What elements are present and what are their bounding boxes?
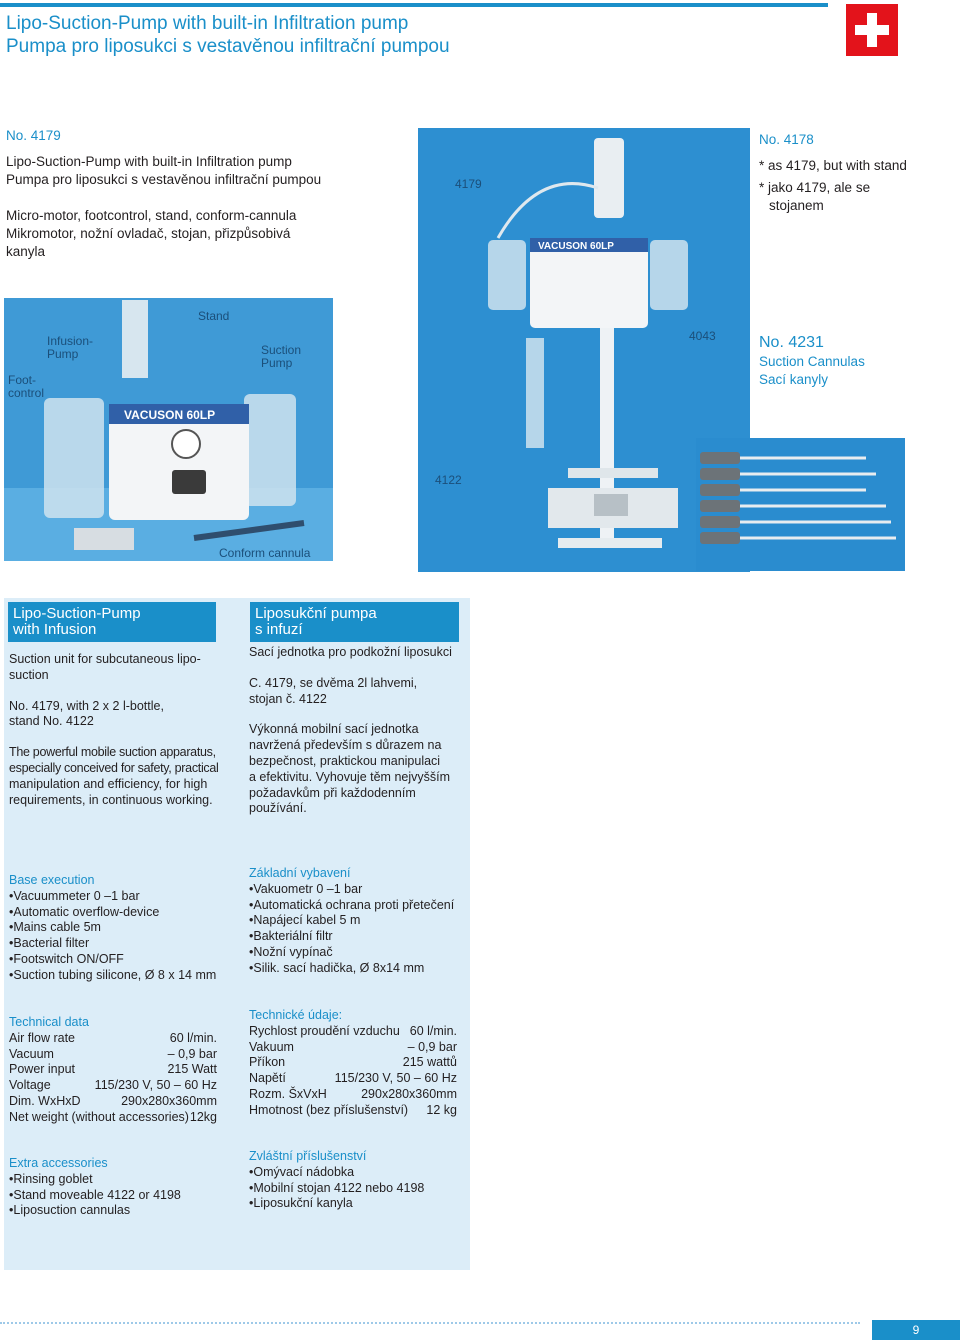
label-foot-1: Foot-: [8, 373, 37, 387]
info-cz-p3: Výkonná mobilní sací jednotka: [249, 722, 419, 737]
list-item: • Rinsing goblet: [9, 1172, 239, 1188]
tech-label: Napětí: [249, 1071, 286, 1086]
tech-value: – 0,9 bar: [167, 1046, 217, 1061]
tech-label: Příkon: [249, 1055, 286, 1070]
product-4178-line-en: * as 4179, but with stand: [759, 158, 907, 173]
table-row: [249, 1103, 457, 1119]
table-row: [9, 1110, 217, 1126]
product-4231-number: No. 4231: [759, 334, 824, 351]
label-4179: 4179: [455, 177, 482, 191]
info-box-cz-line-2: s infuzí: [255, 621, 303, 638]
tech-value: 12 kg: [426, 1102, 457, 1117]
tech-value: 60 l/min.: [169, 1030, 217, 1045]
base-en-heading: Base execution: [9, 873, 95, 887]
tech-en-heading: Technical data: [9, 1015, 89, 1029]
info-box-en-line-1: Lipo-Suction-Pump: [13, 605, 141, 622]
info-cz-p2: C. 4179, se dvěma 2l lahvemi,: [249, 675, 418, 690]
list-item: • Nožní vypínač: [249, 945, 469, 961]
header-rule: [0, 3, 828, 7]
list-item: • Mobilní stojan 4122 nebo 4198: [249, 1181, 469, 1197]
info-cz-p1: Sací jednotka pro podkožní liposukci: [249, 645, 452, 659]
tech-value: 290x280x360mm: [361, 1086, 457, 1101]
table-row: [9, 1062, 217, 1078]
info-en-p1-2: suction: [9, 667, 49, 682]
label-suction-pump: [261, 344, 301, 370]
table-row: [249, 1071, 457, 1087]
tech-label: Power input: [9, 1062, 76, 1077]
base-en-list: [9, 889, 239, 984]
stand-brand-text: VACUSON 60LP: [538, 241, 614, 252]
extra-cz-list: [249, 1165, 469, 1212]
tech-value: 12kg: [189, 1109, 217, 1124]
product-4178-block: [759, 131, 959, 215]
info-en-p2-2: stand No. 4122: [9, 714, 94, 729]
tech-label: Air flow rate: [9, 1030, 75, 1045]
technical-data-en: [9, 1015, 217, 1126]
product-desc-cz-2: kanyla: [6, 244, 46, 259]
label-foot-2: control: [8, 386, 45, 400]
tech-cz-heading: Technické údaje:: [249, 1008, 343, 1022]
cannulas-photo: [696, 438, 905, 571]
pump-brand-text: VACUSON 60LP: [124, 408, 216, 422]
list-item: • Omývací nádobka: [249, 1165, 469, 1181]
list-item: • Vakuometr 0 –1 bar: [249, 882, 469, 898]
product-desc-cz: Mikromotor, nožní ovladač, stojan, přizpůsobivá: [6, 226, 291, 241]
tech-value: – 0,9 bar: [407, 1039, 457, 1054]
info-en-p1: Suction unit for subcutaneous lipo-: [9, 652, 201, 666]
list-item: • Stand moveable 4122 or 4198: [9, 1188, 239, 1204]
tech-label: Rychlost proudění vzduchu: [249, 1023, 400, 1038]
list-item: • Napájecí kabel 5 m: [249, 913, 469, 929]
info-en-text: [9, 652, 234, 808]
info-cz-p3-4: a efektivitu. Vyhovuje těm nejvyšším: [249, 769, 451, 784]
table-row: [9, 1031, 217, 1047]
list-item: • Footswitch ON/OFF: [9, 952, 239, 968]
label-infusion-2: Pump: [47, 347, 79, 361]
base-cz-list: [249, 882, 469, 977]
table-row: [9, 1094, 217, 1110]
product-name-en: Lipo-Suction-Pump with built-in Infiltration pump: [6, 154, 292, 169]
product-number: No. 4179: [6, 128, 61, 143]
extra-accessories-cz: [249, 1149, 469, 1212]
base-execution-en: [9, 873, 239, 984]
tech-value: 215 Watt: [167, 1062, 217, 1077]
label-suction-2: Pump: [261, 356, 293, 370]
tech-label: Voltage: [9, 1078, 51, 1093]
list-item: • Liposuction cannulas: [9, 1203, 239, 1219]
tech-label: Net weight (without accessories): [9, 1109, 189, 1124]
label-suction-1: Suction: [261, 343, 302, 357]
label-conform-cannula: Conform cannula: [219, 546, 311, 560]
footer-dotted-rule: [0, 1322, 860, 1324]
product-4231-name-en: Suction Cannulas: [759, 354, 865, 369]
product-4179-block: [6, 127, 321, 261]
tech-value: 290x280x360mm: [121, 1093, 217, 1108]
tech-label: Vacuum: [9, 1046, 54, 1061]
base-execution-cz: [249, 866, 469, 977]
info-box-cz-line-1: Liposukční pumpa: [255, 605, 377, 622]
product-4178-number: No. 4178: [759, 132, 814, 147]
list-item: • Mains cable 5m: [9, 920, 239, 936]
extra-cz-heading: Zvláštní příslušenství: [249, 1149, 367, 1163]
tech-label: Hmotnost (bez příslušenství): [249, 1102, 409, 1117]
base-cz-heading: Základní vybavení: [249, 866, 351, 880]
list-item: • Bakteriální filtr: [249, 929, 469, 945]
info-cz-p2-2: stojan č. 4122: [249, 691, 327, 706]
swiss-flag-logo: [846, 4, 898, 56]
info-en-p3-3: manipulation and efficiency, for high: [9, 776, 208, 791]
tech-value: 115/230 V, 50 – 60 Hz: [94, 1078, 217, 1093]
info-en-p3: The powerful mobile suction apparatus,: [9, 745, 216, 760]
technical-data-cz: [249, 1008, 457, 1119]
label-infusion-pump: [47, 335, 93, 361]
page-title-en: Lipo-Suction-Pump with built-in Infiltration pump: [6, 13, 409, 34]
label-stand: Stand: [198, 309, 230, 323]
product-desc-en: Micro-motor, footcontrol, stand, conform-cannula: [6, 208, 297, 223]
product-4178-line-cz-2: stojanem: [769, 198, 824, 213]
info-cz-p3-2: navržená především s důrazem na: [249, 738, 442, 753]
info-box-en-line-2: with Infusion: [13, 621, 97, 638]
list-item: • Automatická ochrana proti přetečení: [249, 898, 469, 914]
tech-label: Vakuum: [249, 1039, 294, 1054]
tech-value: 215 wattů: [402, 1055, 457, 1070]
product-4231-block: [759, 333, 959, 389]
info-cz-p3-3: bezpečnost, praktickou manipulaci: [249, 753, 441, 768]
info-cz-p3-5: požadavkům při každodenním: [249, 785, 416, 800]
product-4231-name-cz: Sací kanyly: [759, 372, 829, 387]
extra-en-heading: Extra accessories: [9, 1156, 108, 1170]
table-row: [249, 1040, 457, 1056]
label-4043: 4043: [689, 329, 716, 343]
extra-en-list: [9, 1172, 239, 1219]
tech-label: Rozm. ŠxVxH: [249, 1086, 327, 1101]
page-number: 9: [872, 1320, 960, 1340]
list-item: • Silik. sací hadička, Ø 8x14 mm: [249, 961, 469, 977]
info-en-p2: No. 4179, with 2 x 2 l-bottle,: [9, 698, 164, 713]
label-footcontrol: [8, 374, 44, 400]
suction-pump-photo: [4, 298, 333, 561]
label-infusion-1: Infusion-: [47, 334, 94, 348]
info-en-p3-4: requirements, in continuous working.: [9, 792, 213, 807]
table-row: [9, 1047, 217, 1063]
table-row: [9, 1078, 217, 1094]
page-title-cz: Pumpa pro liposukci s vestavěnou infiltrační pumpou: [6, 36, 450, 57]
info-box-cz: [250, 602, 459, 642]
label-4122: 4122: [435, 473, 462, 487]
info-cz-p3-6: používání.: [249, 801, 307, 816]
table-row: [249, 1055, 457, 1071]
list-item: • Suction tubing silicone, Ø 8 x 14 mm: [9, 968, 239, 984]
tech-value: 60 l/min.: [409, 1023, 457, 1038]
info-en-p3-2: especially conceived for safety, practical: [9, 760, 219, 775]
table-row: [249, 1024, 457, 1040]
cannulas-illustration: [696, 438, 905, 571]
list-item: • Liposukční kanyla: [249, 1196, 469, 1212]
tech-value: 115/230 V, 50 – 60 Hz: [334, 1071, 457, 1086]
tech-label: Dim. WxHxD: [9, 1093, 81, 1108]
info-cz-text: [249, 645, 469, 817]
list-item: • Vacuummeter 0 –1 bar: [9, 889, 239, 905]
table-row: [249, 1087, 457, 1103]
product-name-cz: Pumpa pro liposukci s vestavěnou infiltrační pumpou: [6, 172, 322, 187]
list-item: • Bacterial filter: [9, 936, 239, 952]
product-4178-line-cz: * jako 4179, ale se: [759, 180, 871, 195]
info-box-en: [8, 602, 216, 642]
page-title: [6, 12, 450, 58]
extra-accessories-en: [9, 1156, 239, 1219]
list-item: • Automatic overflow-device: [9, 905, 239, 921]
